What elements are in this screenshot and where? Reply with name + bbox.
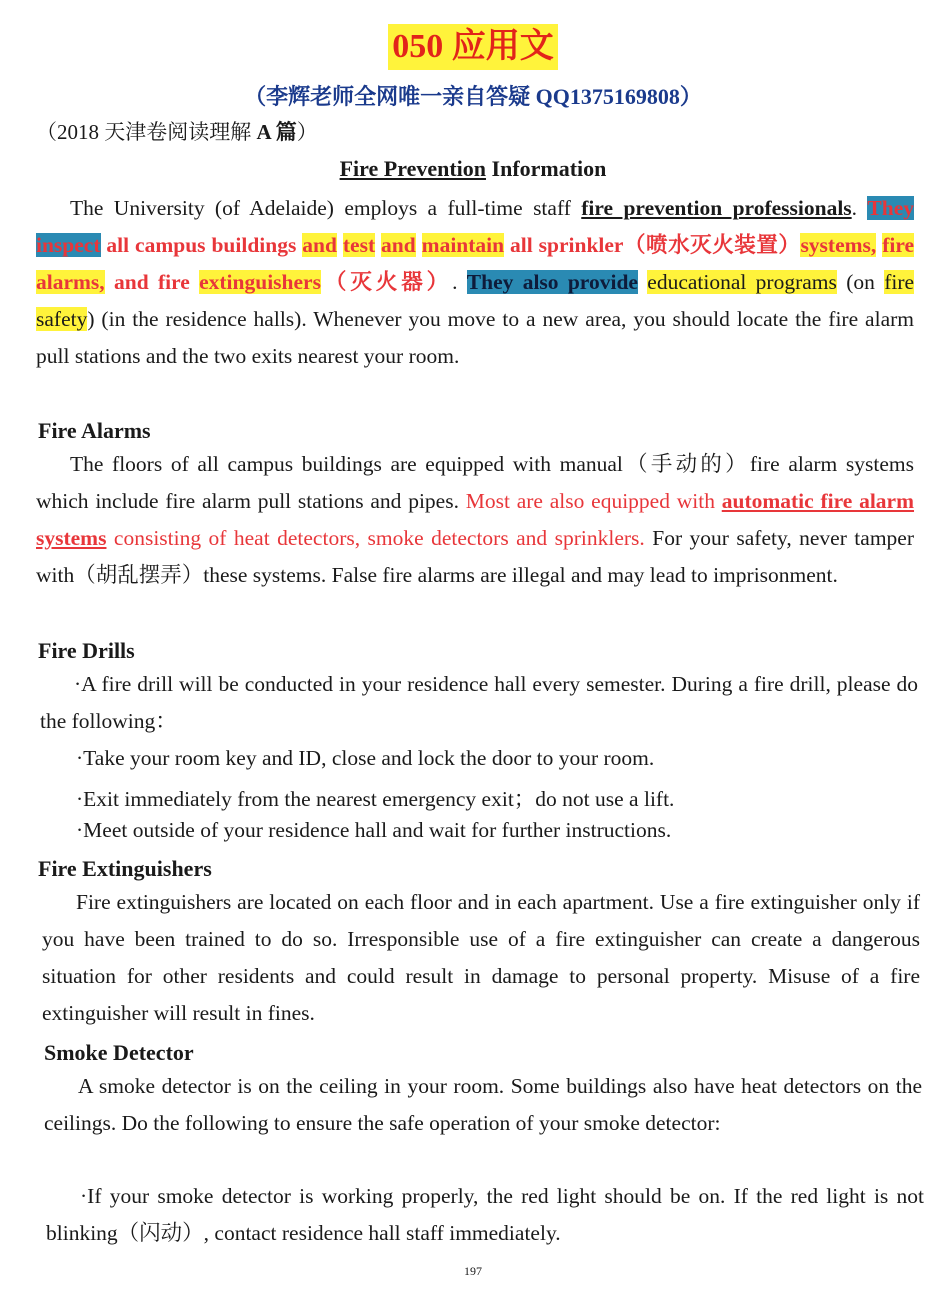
source-line [36,116,318,146]
intro-text-red: all campus buildings [100,233,303,257]
intro-fire-prevention-professionals: fire prevention professionals [581,196,852,220]
intro-space [337,233,343,257]
author-note: （李辉老师全网唯一亲自答疑 QQ1375169808） [244,84,702,109]
intro-text: (on [836,270,885,294]
fire-alarms-text: The floors of all campus buildings are equipped with manual（手动的）fire alarm systems which include fire alarm pull stations and pipes. [36,452,914,513]
heading-fire-alarms: Fire Alarms [38,418,151,443]
page-number: 197 [464,1264,482,1278]
heading-fire-extinguishers: Fire Extinguishers [38,856,212,881]
intro-space [416,233,422,257]
intro-highlight: fire safety [36,270,915,331]
list-item: ·Take your room key and ID, close and lock the door to your room. [76,746,655,770]
source-prefix: （2018 天津卷阅读理解 [36,120,257,144]
intro-highlight: maintain [421,233,505,257]
intro-text: ) (in the residence halls). Whenever you move to a new area, you should locate the fire alarm pull stations and the two exits nearest your room. [36,307,914,368]
heading-smoke-detector: Smoke Detector [44,1040,194,1065]
fire-alarms-text-red: Most are also equipped with [465,489,722,513]
intro-they-also-provide: They also provide [466,270,638,294]
source-suffix: ） [296,120,318,144]
fire-alarms-automatic: automatic fire alarm systems [36,489,915,550]
document-title-underlined: Fire Prevention [339,156,487,181]
fire-drills-intro [40,666,918,740]
intro-highlight: fire alarms, [36,233,915,294]
intro-text-red: （灭火器） [320,270,453,294]
intro-space [638,270,647,294]
intro-highlight: test [342,233,376,257]
page-title: 050 应用文 [388,24,558,70]
intro-highlight: educational programs [647,270,837,294]
fire-alarms-text-red: consisting of heat detectors, smoke detectors and sprinklers. [106,526,645,550]
intro-text-red: and fire [104,270,200,294]
intro-highlight: systems, [800,233,877,257]
intro-paragraph [36,190,914,375]
fire-alarms-paragraph [36,446,914,594]
intro-highlight: and [302,233,337,257]
intro-highlight: and [381,233,416,257]
intro-text: . [452,270,467,294]
intro-text: The University (of Adelaide) employs a full-time staff [70,196,582,220]
fire-extinguishers-paragraph [42,884,920,1032]
smoke-detector-paragraph [44,1068,922,1142]
document-title-rest: Information [486,156,607,181]
fire-drills-intro-text: ·A fire drill will be conducted in your residence hall every semester. During a fire drill, please do the following： [40,672,918,733]
intro-text: . [851,196,868,220]
intro-text-red: all sprinkler（喷水灭火装置） [504,233,801,257]
document-title [0,156,946,182]
title-wrap [0,24,946,70]
smoke-detector-bullet [46,1178,924,1252]
source-bold: A 篇 [256,120,297,144]
intro-highlight: extinguishers [199,270,321,294]
intro-they-inspect: They inspect [36,196,914,257]
list-item: ·Exit immediately from the nearest emergency exit；do not use a lift. [76,787,675,811]
smoke-detector-text: A smoke detector is on the ceiling in your room. Some buildings also have heat detectors on the ceilings. Do the following to ensure the safe operation of your smoke detector: [44,1074,922,1135]
fire-extinguishers-text: Fire extinguishers are located on each floor and in each apartment. Use a fire extinguisher only if you have been trained to do so. Irresponsible use of a fire extinguisher can create a dangerous situation for other residents and could result in damage to personal property. Misuse of a fire extinguisher will result in fines. [42,890,920,1025]
list-item: ·Meet outside of your residence hall and wait for further instructions. [76,818,672,842]
smoke-detector-bullet-text: ·If your smoke detector is working properly, the red light should be on. If the red light is not blinking（闪动）, contact residence hall staff immediately. [46,1184,924,1245]
heading-fire-drills: Fire Drills [38,638,135,663]
fire-alarms-text: For your safety, never tamper with（胡乱摆弄）these systems. False fire alarms are illegal and may lead to imprisonment. [36,526,915,587]
